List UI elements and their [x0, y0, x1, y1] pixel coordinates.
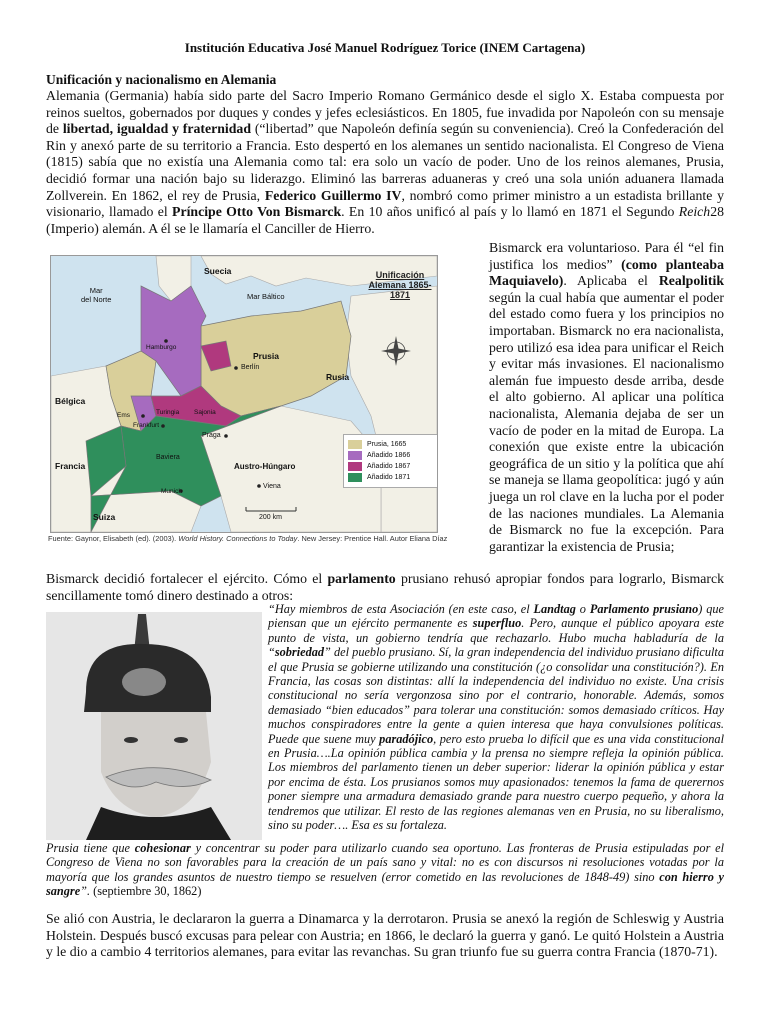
page-title: Institución Educativa José Manuel Rodríguez Torice (INEM Cartagena)	[184, 40, 586, 55]
quote-bold: superfluo	[472, 616, 522, 631]
document-page	[46, 40, 724, 237]
map-caption	[48, 534, 447, 543]
text-run: , nombró como primer ministro a un estadista brillante y visionario, llamado el	[46, 187, 724, 220]
label-austria-hungria: Austro-Húngaro	[234, 462, 296, 471]
label-mar-del-norte-2: del Norte	[81, 295, 112, 304]
label-suecia: Suecia	[204, 266, 232, 276]
label-hamburgo: Hamburgo	[146, 344, 177, 351]
legend-swatch	[348, 451, 362, 460]
unification-map-figure	[46, 253, 448, 555]
label-viena: Viena	[263, 483, 281, 490]
label-mar-baltico: Mar Báltico	[247, 292, 285, 301]
scale-bar-label: 200 km	[259, 514, 282, 521]
text-run: Bismarck era voluntarioso. Para él “el fin justifica los medios”	[489, 240, 724, 272]
quote-bold: Landtag	[533, 602, 576, 616]
quote-run: ) que piensan que un ejército permanente es	[268, 602, 725, 631]
label-prusia: Prusia	[253, 351, 279, 361]
bold-run: libertad, igualdad y fraternidad	[62, 121, 251, 137]
bismarck-quote-continued	[46, 841, 724, 899]
quote-run: o	[575, 602, 590, 616]
quote-run: y concentrar su poder para utilizarlo cuando sea oportuno. Las fronteras de Prusia estipuladas por el Congreso de Viena no son favorables para la creación de un país sano y vital: no es con discursos ni resoluciones votadas por la mayoría que los grandes asuntos de nuestro tiempo se resuelven (error cometido en las revoluciones de 1848-49) sino	[46, 841, 725, 884]
label-munich: Munich	[161, 488, 182, 495]
legend-item	[348, 451, 438, 460]
quote-bold: cohesionar	[134, 841, 191, 855]
legend-item	[348, 473, 438, 482]
unification-map	[50, 255, 438, 533]
label-baviera: Baviera	[156, 454, 180, 461]
text-run: Bismarck decidió fortalecer el ejército. Cómo el	[46, 571, 328, 586]
side-paragraph	[489, 240, 724, 555]
label-mar-del-norte-1: Mar	[89, 286, 103, 295]
army-paragraph-block	[46, 571, 724, 604]
quote-run: ”.	[80, 884, 91, 899]
legend-label: Prusia, 1665	[367, 441, 407, 448]
quote-bold: paradójico	[379, 731, 434, 746]
legend-label: Añadido 1866	[367, 452, 411, 459]
legend-item	[348, 440, 438, 449]
legend-label: Añadido 1867	[367, 463, 411, 470]
text-run: Alemania (Germania) había sido parte del Sacro Imperio Romano Germánico desde el siglo X. Estaba compuesta por reinos sueltos, gobernados por duques y condes y jefes eclesiásticos. En 1805, fue invadida por Napoleón con su mensaje de	[46, 88, 724, 137]
map-title-line-1: Unificación	[375, 270, 425, 280]
bold-run: Federico Guillermo IV	[264, 187, 402, 203]
caption-text: Fuente: Gaynor, Elisabeth (ed). (2003).	[48, 534, 179, 543]
text-run: prusiano rehusó apropiar fondos para lograrlo, Bismarck sencillamente tomó dinero destinado a otros:	[46, 571, 724, 603]
bold-run: parlamento	[327, 571, 396, 586]
legend-item	[348, 462, 438, 471]
legend-swatch	[348, 473, 362, 482]
quote-run: Prusia tiene que	[46, 841, 135, 855]
army-paragraph	[46, 571, 724, 604]
quote-bold: sobriedad	[274, 645, 325, 660]
caption-italic: World History. Connections to Today	[178, 534, 298, 543]
label-ems: Ems	[117, 412, 130, 419]
label-belgica: Bélgica	[55, 396, 86, 406]
label-frankfurt: Frankfurt	[133, 422, 160, 429]
italic-run: Reich	[678, 204, 711, 220]
caption-text: . New Jersey: Prentice Hall. Autor Eliana Díaz	[297, 534, 448, 543]
map-title	[363, 270, 437, 300]
wars-paragraph-block	[46, 911, 724, 961]
quote-run: , pero esto prueba lo difícil que es una vida constitucional en Prusia….La opinión pública cambia y la prensa no siempre refleja la opinión pública. Los miembros del parlamento tienen un deber superior: liderar la opinión pública y estar por encima de ésta. Los prusianos somos muy apasionados: tenemos la fama de querernos poner siempre una armadura demasiado grande para nuestro cuerpo pequeño, y ahora la tendremos que utilizar. El resto de las regiones alemanas ven en Prusia, no su liberalismo, sino su poder…. Esa es su fortaleza.	[268, 731, 724, 833]
legend-swatch	[348, 462, 362, 471]
quote-run: . Pero, aunque el público apoyara este punto de vista, un gobierno tendría que rechazarlo. Hubo mucha habladuría de la “	[268, 616, 724, 660]
bold-run: Príncipe Otto Von Bismarck	[172, 204, 342, 220]
legend-label: Añadido 1871	[367, 474, 411, 481]
bold-run: (como planteaba Maquiavelo)	[489, 256, 724, 289]
quote-run: ” del pueblo prusiano. Sí, la gran independencia del individuo prusiano dificulta el que Prusia se gobierne utilizando una constitución (¿o consolidar una constitución?). En Francia, las cosas son distintas: allí la independencia del individuo no existe. Una crisis constitucional no sería vergonzosa sino por el contrario, honorable. Además, somos demasiado “bien educados” para tolerar una constitución: somos demasiado críticos. Hay muchos conspiradores entre la gente a quien interesa que haya convulsiones políticas. Puede que suene muy	[268, 645, 724, 746]
bismarck-portrait	[46, 612, 262, 840]
quote-run: “Hay miembros de esta Asociación (en este caso, el	[268, 602, 534, 616]
bismarck-quote	[268, 602, 724, 833]
side-column	[489, 240, 724, 555]
label-suiza: Suiza	[93, 512, 116, 522]
text-run: (“libertad” que Napoleón definía según su conveniencia). Creó la Confederación del Rin y anexó parte de su territorio a Francia. Esto despertó en los alemanes un sentido nacionalista. El Congreso de Viena (1815) sabía que no existía una Alemania como tal: era solo un vacío de poder. Uno de los reinos alemanes, Prusia, decidió formar una nación bajo su liderazgo. Eliminó las barreras aduaneras y creó una sola unión aduanera llamada Zollverein. En 1862, el rey de Prusia,	[46, 121, 724, 203]
quote-bold: Parlamento prusiano	[589, 602, 699, 616]
text-run: . Aplicaba el	[563, 273, 659, 289]
label-mar-del-norte	[81, 286, 111, 304]
intro-paragraph	[46, 88, 724, 237]
label-sajonia: Sajonia	[194, 409, 216, 416]
map-title-line-2: Alemana 1865-1871	[368, 280, 432, 300]
quote-bold: con hierro y sangre	[46, 869, 724, 899]
label-praga: Praga	[202, 432, 221, 439]
legend-swatch	[348, 440, 362, 449]
label-francia: Francia	[55, 461, 86, 471]
label-turingia: Turingia	[156, 409, 180, 416]
label-rusia: Rusia	[326, 372, 350, 382]
label-berlin: Berlín	[241, 364, 260, 371]
map-legend	[343, 434, 438, 488]
text-run: 28 (Imperio) alemán. A él se le llamaría el Canciller de Hierro.	[46, 204, 724, 236]
wars-paragraph: Se alió con Austria, le declararon la guerra a Dinamarca y la derrotaron. Prusia se anexó la región de Schleswig y Austria Holstein. Después buscó excusas para pelear con Austria; en 1866, le declaró la guerra y ganó. Le quitó Holstein a Austria y le dio a cambio 4 territorios alemanes, para evitar las revanchas. Su gran triunfo fue su guerra contra Francia (1870-71).	[46, 911, 724, 960]
section-heading: Unificación y nacionalismo en Alemania	[46, 72, 277, 87]
bold-run: Realpolitik	[658, 273, 724, 289]
quote-date: (septiembre 30, 1862)	[90, 884, 202, 899]
text-run: . En 10 años unificó al país y lo llamó en 1871 el Segundo	[341, 204, 679, 220]
text-run: según la cual había que aumentar el poder del estado como fuera y los principios no importaban. Bismarck no era nacionalista, pero utilizó esa idea para unificar el Reich y evitar más invasiones. El nacionalismo alemán fue impuesto desde arriba, desde el alto gobierno. Al aplicar una política nacionalista, Alemania dejaba de ser un vacío de poder en la mitad de Europa. La conexión que existe entre la ubicación geográfica de un sitio y la política que ahí se maneja se llama geopolítica: jugó y aún juega un rol clave en la lucha por el poder de las naciones mundiales. La Alemania de Bismarck no fue la excepción. Para garantizar la existencia de Prusia;	[489, 289, 724, 554]
